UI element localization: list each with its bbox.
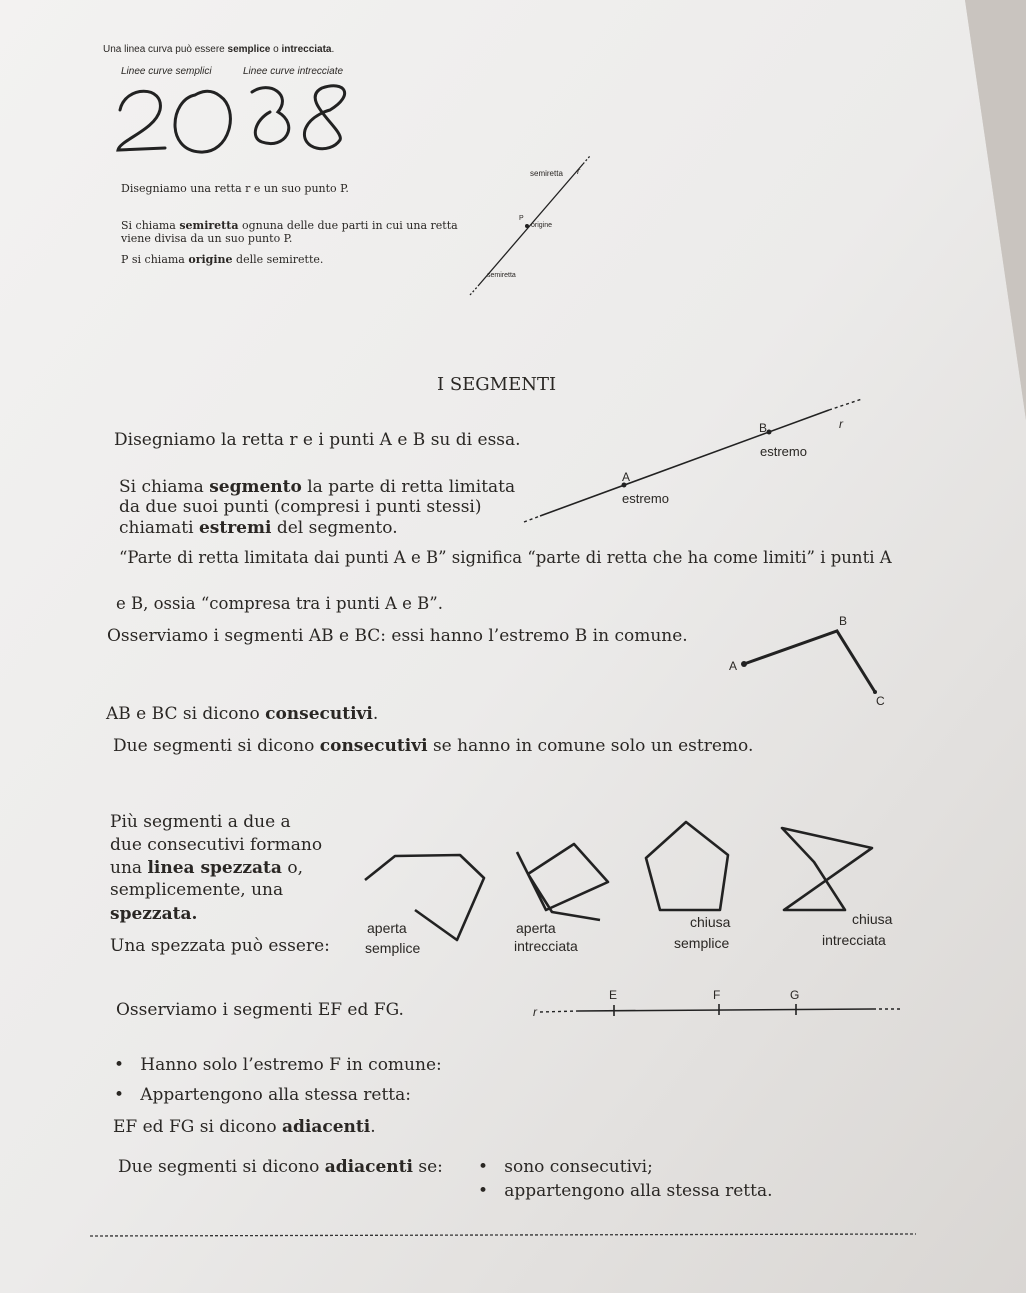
label-simple-curves: Linee curve semplici [121, 66, 212, 77]
semiretta-p2b: viene divisa da un suo punto P. [121, 232, 293, 245]
adiacenti-line1: Osserviamo i segmenti EF ed FG. [116, 1000, 404, 1020]
fig-semiretta-r: r [577, 166, 580, 176]
semiretta-p3-end: delle semirette. [232, 253, 324, 266]
consecutivi-line2-end: . [372, 704, 379, 724]
fig3-label-chiusa: chiusa [690, 914, 731, 930]
fig-adjacent-f: F [713, 988, 721, 1002]
section-title-segmenti: I SEGMENTI [437, 374, 557, 395]
bullet-dot: • [114, 1085, 141, 1105]
adiacenti-line3-end: se: [412, 1157, 443, 1177]
adiacenti-bullet1-text: Hanno solo l’estremo F in comune: [140, 1055, 442, 1075]
segmenti-line3: da due suoi punti (compresi i punti stessi) [119, 497, 482, 517]
segmenti-line4-pre: chiamati [119, 518, 199, 538]
fig-consecutive-c: C [876, 694, 885, 708]
intro-text-mid: o [270, 44, 282, 55]
adiacenti-condition1-text: sono consecutivi; [504, 1157, 653, 1177]
fig-semiretta-bottom: semiretta [487, 272, 516, 279]
consecutivi-line1: Osserviamo i segmenti AB e BC: essi hanno l’estremo B in comune. [107, 626, 688, 646]
spezzata-line3-end: o, [281, 858, 303, 878]
spezzata-line6: Una spezzata può essere: [110, 936, 330, 956]
adiacenti-line3-bold: adiacenti [324, 1157, 413, 1177]
fig-semiretta-top: semiretta [530, 169, 563, 178]
intro-bold-semplice: semplice [227, 44, 271, 55]
semiretta-p1: Disegniamo una retta r e un suo punto P. [121, 182, 349, 195]
fig-semiretta-origin: origine [531, 222, 553, 229]
fig-semiretta-p: P [519, 215, 524, 222]
segmenti-line4-end: del segmento. [271, 518, 398, 538]
fig-consecutive-b: B [839, 614, 848, 628]
fig-adjacent-g: G [790, 988, 800, 1002]
label-intertwined-curves: Linee curve intrecciate [243, 66, 344, 77]
consecutivi-line3-pre: Due segmenti si dicono [113, 736, 320, 756]
intro-text: Una linea curva può essere [103, 44, 228, 55]
fig4-label-chiusa: chiusa [852, 911, 893, 927]
consecutivi-line3-end: se hanno in comune solo un estremo. [427, 736, 754, 756]
consecutivi-line2-bold: consecutivi [265, 704, 373, 724]
segmenti-line2-pre: Si chiama [119, 477, 210, 497]
semiretta-p2a-end: ognuna delle due parti in cui una retta [238, 219, 458, 232]
adiacenti-line3-pre: Due segmenti si dicono [118, 1157, 325, 1177]
adiacenti-line2-bold: adiacenti [281, 1117, 371, 1137]
fig1-label-semplice: semplice [365, 940, 421, 956]
intro-text-end: . [331, 44, 335, 55]
semiretta-p3-pre: P si chiama [121, 253, 189, 266]
spezzata-line3-bold: linea spezzata [147, 858, 282, 878]
segmenti-quote-line1: “Parte di retta limitata dai punti A e B” significa “parte di retta che ha come limiti” i punti A [119, 548, 892, 567]
consecutivi-line3-bold: consecutivi [319, 736, 428, 756]
segmenti-line4-bold: estremi [198, 518, 272, 538]
spezzata-line3-pre: una [110, 858, 148, 878]
fig-segment-b: B [759, 421, 768, 435]
spezzata-line4: semplicemente, una [110, 880, 284, 900]
segmenti-line1: Disegniamo la retta r e i punti A e B su di essa. [114, 430, 521, 450]
fig2-label-aperta: aperta [516, 920, 556, 936]
fig3-label-semplice: semplice [674, 935, 730, 951]
semiretta-p2a-bold: semiretta [179, 219, 239, 232]
fig-adjacent-r: r [533, 1005, 537, 1019]
fig2-label-intrecciata: intrecciata [514, 938, 578, 954]
semiretta-p2a-pre: Si chiama [121, 219, 180, 232]
fig-segment-a: A [622, 470, 631, 484]
bullet-dot: • [478, 1157, 505, 1177]
segmenti-line2-bold: segmento [209, 477, 302, 497]
consecutivi-line2-pre: AB e BC si dicono [106, 704, 266, 724]
adiacenti-bullet2-text: Appartengono alla stessa retta: [140, 1085, 411, 1105]
semiretta-p3-bold: origine [188, 253, 233, 266]
intro-bold-intrecciata: intrecciata [281, 44, 332, 55]
fig4-label-intrecciata: intrecciata [822, 932, 886, 948]
adiacenti-line2-pre: EF ed FG si dicono [113, 1117, 282, 1137]
segmenti-line2-end: la parte di retta limitata [301, 477, 516, 497]
fig-adjacent-e: E [609, 988, 618, 1002]
fig-consecutive-a: A [729, 659, 738, 673]
spezzata-line1: Più segmenti a due a [110, 812, 291, 832]
segmenti-quote-line2: e B, ossia “compresa tra i punti A e B”. [116, 594, 443, 613]
fig1-label-aperta: aperta [367, 920, 407, 936]
spezzata-line5: spezzata. [110, 904, 198, 924]
bullet-dot: • [114, 1055, 141, 1075]
fig-segment-estremo-a: estremo [622, 491, 669, 506]
bullet-dot: • [478, 1181, 505, 1201]
fig-segment-estremo-b: estremo [760, 444, 807, 459]
adiacenti-line2-end: . [370, 1117, 376, 1137]
spezzata-line2: due consecutivi formano [110, 835, 323, 855]
adiacenti-condition2-text: appartengono alla stessa retta. [504, 1181, 773, 1201]
fig-segment-r: r [839, 417, 843, 431]
